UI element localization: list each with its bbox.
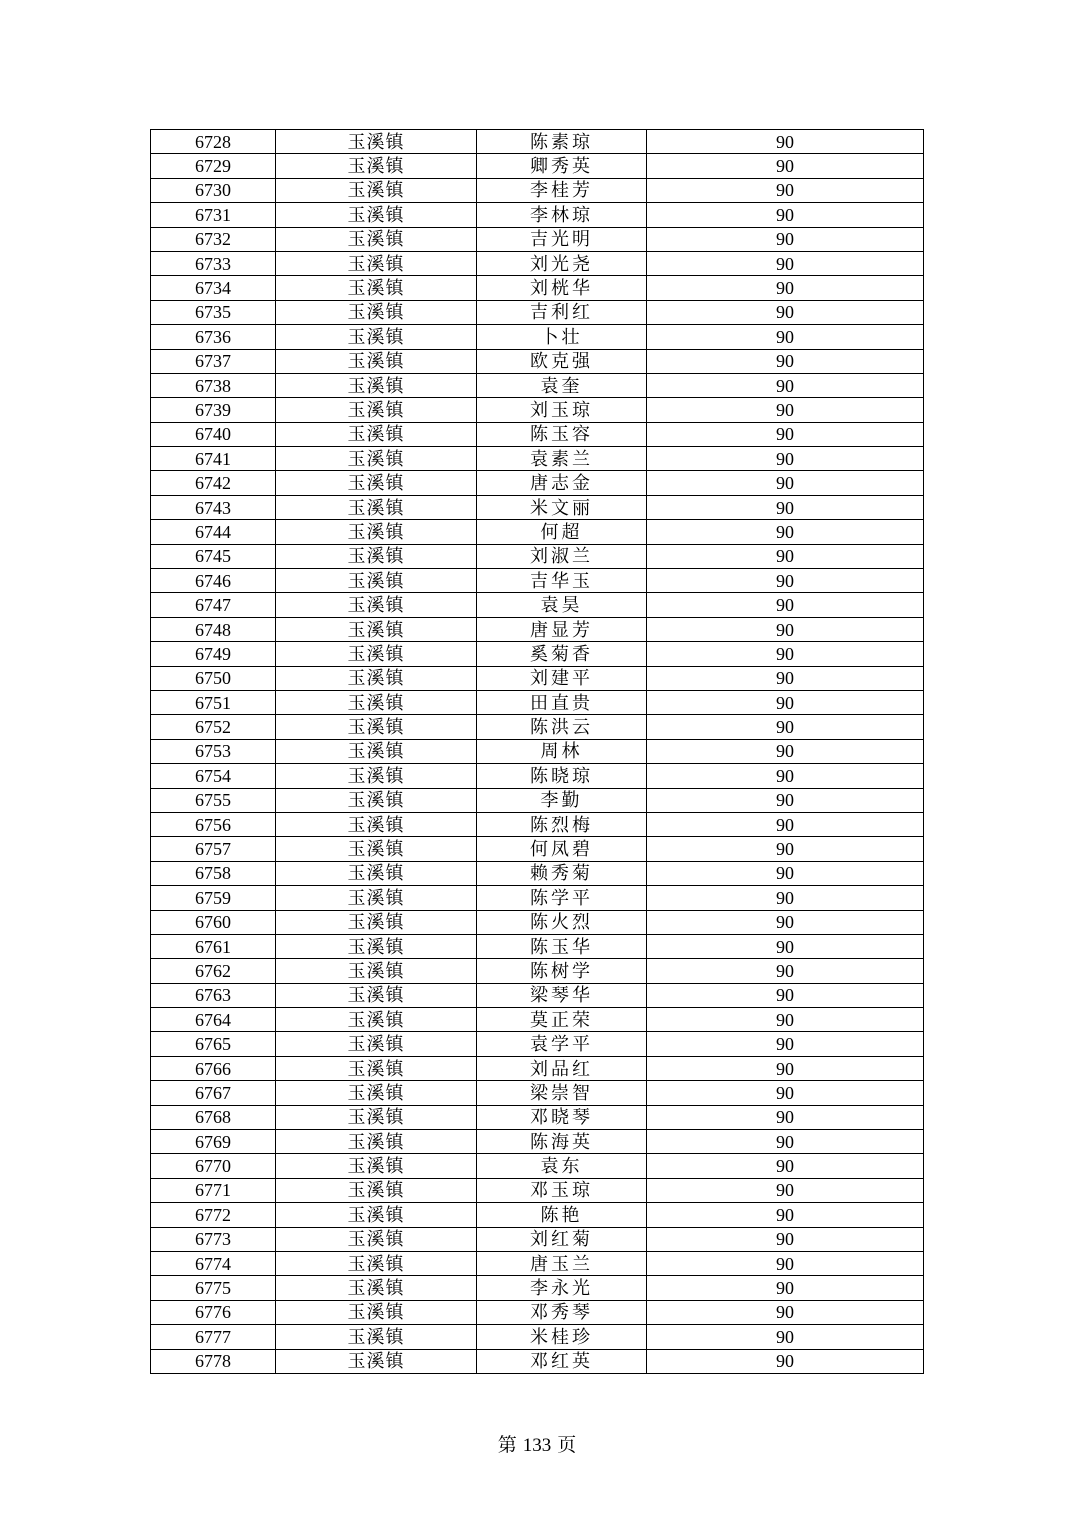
town-cell: 玉溪镇	[276, 1081, 477, 1105]
serial-cell: 6741	[151, 447, 276, 471]
name-cell: 唐志金	[477, 471, 647, 495]
table-row	[151, 1105, 924, 1129]
town-cell: 玉溪镇	[276, 1325, 477, 1349]
town-cell: 玉溪镇	[276, 715, 477, 739]
roster-table-body	[151, 130, 924, 1374]
score-cell: 90	[647, 178, 924, 202]
score-cell: 90	[647, 373, 924, 397]
town-cell: 玉溪镇	[276, 227, 477, 251]
town-cell: 玉溪镇	[276, 325, 477, 349]
name-cell: 吉利红	[477, 300, 647, 324]
table-row	[151, 300, 924, 324]
table-row	[151, 1008, 924, 1032]
table-row	[151, 569, 924, 593]
name-cell: 刘光尧	[477, 251, 647, 275]
serial-cell: 6728	[151, 130, 276, 154]
table-row	[151, 471, 924, 495]
page-number: 133	[522, 1435, 552, 1456]
score-cell: 90	[647, 1276, 924, 1300]
town-cell: 玉溪镇	[276, 666, 477, 690]
serial-cell: 6747	[151, 593, 276, 617]
table-row	[151, 812, 924, 836]
name-cell: 卜壮	[477, 325, 647, 349]
name-cell: 李永光	[477, 1276, 647, 1300]
score-cell: 90	[647, 788, 924, 812]
name-cell: 陈素琼	[477, 130, 647, 154]
serial-cell: 6748	[151, 617, 276, 641]
table-row	[151, 1251, 924, 1275]
serial-cell: 6738	[151, 373, 276, 397]
table-row	[151, 1130, 924, 1154]
town-cell: 玉溪镇	[276, 959, 477, 983]
town-cell: 玉溪镇	[276, 642, 477, 666]
name-cell: 李林琼	[477, 203, 647, 227]
name-cell: 袁学平	[477, 1032, 647, 1056]
town-cell: 玉溪镇	[276, 837, 477, 861]
town-cell: 玉溪镇	[276, 300, 477, 324]
serial-cell: 6736	[151, 325, 276, 349]
table-row	[151, 690, 924, 714]
name-cell: 陈洪云	[477, 715, 647, 739]
score-cell: 90	[647, 325, 924, 349]
score-cell: 90	[647, 276, 924, 300]
name-cell: 陈烈梅	[477, 812, 647, 836]
name-cell: 袁素兰	[477, 447, 647, 471]
town-cell: 玉溪镇	[276, 130, 477, 154]
name-cell: 唐显芳	[477, 617, 647, 641]
serial-cell: 6761	[151, 934, 276, 958]
table-row	[151, 1081, 924, 1105]
score-cell: 90	[647, 983, 924, 1007]
town-cell: 玉溪镇	[276, 1203, 477, 1227]
serial-cell: 6762	[151, 959, 276, 983]
name-cell: 陈火烈	[477, 910, 647, 934]
score-cell: 90	[647, 203, 924, 227]
serial-cell: 6774	[151, 1251, 276, 1275]
score-cell: 90	[647, 812, 924, 836]
table-row	[151, 1032, 924, 1056]
name-cell: 刘建平	[477, 666, 647, 690]
serial-cell: 6759	[151, 886, 276, 910]
serial-cell: 6732	[151, 227, 276, 251]
serial-cell: 6768	[151, 1105, 276, 1129]
town-cell: 玉溪镇	[276, 1056, 477, 1080]
serial-cell: 6771	[151, 1178, 276, 1202]
serial-cell: 6765	[151, 1032, 276, 1056]
serial-cell: 6755	[151, 788, 276, 812]
town-cell: 玉溪镇	[276, 934, 477, 958]
serial-cell: 6742	[151, 471, 276, 495]
name-cell: 陈晓琼	[477, 764, 647, 788]
town-cell: 玉溪镇	[276, 593, 477, 617]
table-row	[151, 325, 924, 349]
town-cell: 玉溪镇	[276, 495, 477, 519]
serial-cell: 6769	[151, 1130, 276, 1154]
serial-cell: 6744	[151, 520, 276, 544]
name-cell: 李勤	[477, 788, 647, 812]
serial-cell: 6775	[151, 1276, 276, 1300]
score-cell: 90	[647, 1325, 924, 1349]
score-cell: 90	[647, 227, 924, 251]
name-cell: 袁奎	[477, 373, 647, 397]
score-cell: 90	[647, 715, 924, 739]
score-cell: 90	[647, 764, 924, 788]
score-cell: 90	[647, 739, 924, 763]
town-cell: 玉溪镇	[276, 1178, 477, 1202]
town-cell: 玉溪镇	[276, 1227, 477, 1251]
roster-table	[150, 129, 924, 1374]
name-cell: 李桂芳	[477, 178, 647, 202]
serial-cell: 6758	[151, 861, 276, 885]
table-row	[151, 495, 924, 519]
table-row	[151, 447, 924, 471]
score-cell: 90	[647, 934, 924, 958]
name-cell: 吉光明	[477, 227, 647, 251]
serial-cell: 6746	[151, 569, 276, 593]
name-cell: 陈树学	[477, 959, 647, 983]
score-cell: 90	[647, 1251, 924, 1275]
name-cell: 米桂珍	[477, 1325, 647, 1349]
name-cell: 刘玉琼	[477, 398, 647, 422]
name-cell: 吉华玉	[477, 569, 647, 593]
score-cell: 90	[647, 837, 924, 861]
score-cell: 90	[647, 1081, 924, 1105]
name-cell: 陈玉华	[477, 934, 647, 958]
name-cell: 陈海英	[477, 1130, 647, 1154]
score-cell: 90	[647, 1056, 924, 1080]
table-row	[151, 788, 924, 812]
town-cell: 玉溪镇	[276, 910, 477, 934]
score-cell: 90	[647, 910, 924, 934]
score-cell: 90	[647, 1032, 924, 1056]
score-cell: 90	[647, 520, 924, 544]
serial-cell: 6751	[151, 690, 276, 714]
name-cell: 奚菊香	[477, 642, 647, 666]
town-cell: 玉溪镇	[276, 861, 477, 885]
score-cell: 90	[647, 422, 924, 446]
score-cell: 90	[647, 544, 924, 568]
serial-cell: 6772	[151, 1203, 276, 1227]
table-row	[151, 373, 924, 397]
town-cell: 玉溪镇	[276, 739, 477, 763]
score-cell: 90	[647, 1105, 924, 1129]
serial-cell: 6773	[151, 1227, 276, 1251]
name-cell: 陈艳	[477, 1203, 647, 1227]
table-row	[151, 349, 924, 373]
name-cell: 何凤碧	[477, 837, 647, 861]
town-cell: 玉溪镇	[276, 251, 477, 275]
serial-cell: 6766	[151, 1056, 276, 1080]
town-cell: 玉溪镇	[276, 812, 477, 836]
score-cell: 90	[647, 886, 924, 910]
table-row	[151, 1203, 924, 1227]
table-row	[151, 276, 924, 300]
score-cell: 90	[647, 130, 924, 154]
table-row	[151, 227, 924, 251]
name-cell: 袁昊	[477, 593, 647, 617]
score-cell: 90	[647, 447, 924, 471]
score-cell: 90	[647, 154, 924, 178]
table-row	[151, 642, 924, 666]
page-footer-prefix: 第	[497, 1435, 517, 1456]
town-cell: 玉溪镇	[276, 1008, 477, 1032]
table-row	[151, 1325, 924, 1349]
score-cell: 90	[647, 495, 924, 519]
score-cell: 90	[647, 1300, 924, 1324]
table-row	[151, 398, 924, 422]
table-row	[151, 154, 924, 178]
serial-cell: 6753	[151, 739, 276, 763]
score-cell: 90	[647, 690, 924, 714]
town-cell: 玉溪镇	[276, 276, 477, 300]
serial-cell: 6760	[151, 910, 276, 934]
table-row	[151, 1300, 924, 1324]
name-cell: 欧克强	[477, 349, 647, 373]
table-row	[151, 715, 924, 739]
town-cell: 玉溪镇	[276, 764, 477, 788]
town-cell: 玉溪镇	[276, 886, 477, 910]
table-row	[151, 666, 924, 690]
table-row	[151, 861, 924, 885]
name-cell: 梁琴华	[477, 983, 647, 1007]
name-cell: 赖秀菊	[477, 861, 647, 885]
score-cell: 90	[647, 1349, 924, 1373]
town-cell: 玉溪镇	[276, 1032, 477, 1056]
score-cell: 90	[647, 959, 924, 983]
town-cell: 玉溪镇	[276, 1130, 477, 1154]
name-cell: 陈学平	[477, 886, 647, 910]
serial-cell: 6743	[151, 495, 276, 519]
score-cell: 90	[647, 1178, 924, 1202]
town-cell: 玉溪镇	[276, 1300, 477, 1324]
serial-cell: 6754	[151, 764, 276, 788]
town-cell: 玉溪镇	[276, 569, 477, 593]
name-cell: 梁崇智	[477, 1081, 647, 1105]
table-row	[151, 1154, 924, 1178]
score-cell: 90	[647, 617, 924, 641]
score-cell: 90	[647, 642, 924, 666]
town-cell: 玉溪镇	[276, 1251, 477, 1275]
table-row	[151, 1227, 924, 1251]
serial-cell: 6729	[151, 154, 276, 178]
table-row	[151, 983, 924, 1007]
table-row	[151, 1056, 924, 1080]
town-cell: 玉溪镇	[276, 447, 477, 471]
table-row	[151, 520, 924, 544]
score-cell: 90	[647, 1203, 924, 1227]
serial-cell: 6777	[151, 1325, 276, 1349]
score-cell: 90	[647, 300, 924, 324]
score-cell: 90	[647, 861, 924, 885]
score-cell: 90	[647, 349, 924, 373]
serial-cell: 6757	[151, 837, 276, 861]
score-cell: 90	[647, 666, 924, 690]
table-row	[151, 910, 924, 934]
serial-cell: 6749	[151, 642, 276, 666]
serial-cell: 6770	[151, 1154, 276, 1178]
score-cell: 90	[647, 1154, 924, 1178]
town-cell: 玉溪镇	[276, 617, 477, 641]
score-cell: 90	[647, 398, 924, 422]
serial-cell: 6776	[151, 1300, 276, 1324]
town-cell: 玉溪镇	[276, 788, 477, 812]
name-cell: 刘品红	[477, 1056, 647, 1080]
table-row	[151, 934, 924, 958]
town-cell: 玉溪镇	[276, 690, 477, 714]
table-row	[151, 764, 924, 788]
serial-cell: 6735	[151, 300, 276, 324]
serial-cell: 6730	[151, 178, 276, 202]
name-cell: 何超	[477, 520, 647, 544]
table-row	[151, 130, 924, 154]
table-row	[151, 959, 924, 983]
table-row	[151, 178, 924, 202]
town-cell: 玉溪镇	[276, 520, 477, 544]
name-cell: 莫正荣	[477, 1008, 647, 1032]
page-footer-suffix: 页	[557, 1435, 577, 1456]
town-cell: 玉溪镇	[276, 203, 477, 227]
town-cell: 玉溪镇	[276, 422, 477, 446]
name-cell: 袁东	[477, 1154, 647, 1178]
name-cell: 邓秀琴	[477, 1300, 647, 1324]
score-cell: 90	[647, 593, 924, 617]
table-row	[151, 886, 924, 910]
name-cell: 邓玉琼	[477, 1178, 647, 1202]
serial-cell: 6778	[151, 1349, 276, 1373]
table-row	[151, 593, 924, 617]
town-cell: 玉溪镇	[276, 1276, 477, 1300]
name-cell: 田直贵	[477, 690, 647, 714]
serial-cell: 6750	[151, 666, 276, 690]
serial-cell: 6737	[151, 349, 276, 373]
serial-cell: 6764	[151, 1008, 276, 1032]
serial-cell: 6734	[151, 276, 276, 300]
town-cell: 玉溪镇	[276, 373, 477, 397]
town-cell: 玉溪镇	[276, 1349, 477, 1373]
serial-cell: 6745	[151, 544, 276, 568]
name-cell: 卿秀英	[477, 154, 647, 178]
name-cell: 刘桄华	[477, 276, 647, 300]
serial-cell: 6740	[151, 422, 276, 446]
serial-cell: 6756	[151, 812, 276, 836]
table-row	[151, 544, 924, 568]
name-cell: 刘红菊	[477, 1227, 647, 1251]
town-cell: 玉溪镇	[276, 471, 477, 495]
serial-cell: 6763	[151, 983, 276, 1007]
town-cell: 玉溪镇	[276, 349, 477, 373]
serial-cell: 6767	[151, 1081, 276, 1105]
table-row	[151, 837, 924, 861]
table-row	[151, 739, 924, 763]
serial-cell: 6733	[151, 251, 276, 275]
town-cell: 玉溪镇	[276, 1105, 477, 1129]
name-cell: 邓红英	[477, 1349, 647, 1373]
score-cell: 90	[647, 251, 924, 275]
serial-cell: 6739	[151, 398, 276, 422]
table-row	[151, 251, 924, 275]
town-cell: 玉溪镇	[276, 154, 477, 178]
name-cell: 邓晓琴	[477, 1105, 647, 1129]
town-cell: 玉溪镇	[276, 1154, 477, 1178]
score-cell: 90	[647, 471, 924, 495]
town-cell: 玉溪镇	[276, 398, 477, 422]
name-cell: 唐玉兰	[477, 1251, 647, 1275]
table-row	[151, 617, 924, 641]
score-cell: 90	[647, 1008, 924, 1032]
town-cell: 玉溪镇	[276, 178, 477, 202]
page-footer	[0, 1430, 1074, 1457]
name-cell: 陈玉容	[477, 422, 647, 446]
town-cell: 玉溪镇	[276, 544, 477, 568]
table-row	[151, 1349, 924, 1373]
name-cell: 刘淑兰	[477, 544, 647, 568]
score-cell: 90	[647, 1130, 924, 1154]
serial-cell: 6752	[151, 715, 276, 739]
table-row	[151, 1178, 924, 1202]
serial-cell: 6731	[151, 203, 276, 227]
score-cell: 90	[647, 1227, 924, 1251]
score-cell: 90	[647, 569, 924, 593]
table-row	[151, 1276, 924, 1300]
name-cell: 周林	[477, 739, 647, 763]
town-cell: 玉溪镇	[276, 983, 477, 1007]
table-row	[151, 203, 924, 227]
table-row	[151, 422, 924, 446]
name-cell: 米文丽	[477, 495, 647, 519]
